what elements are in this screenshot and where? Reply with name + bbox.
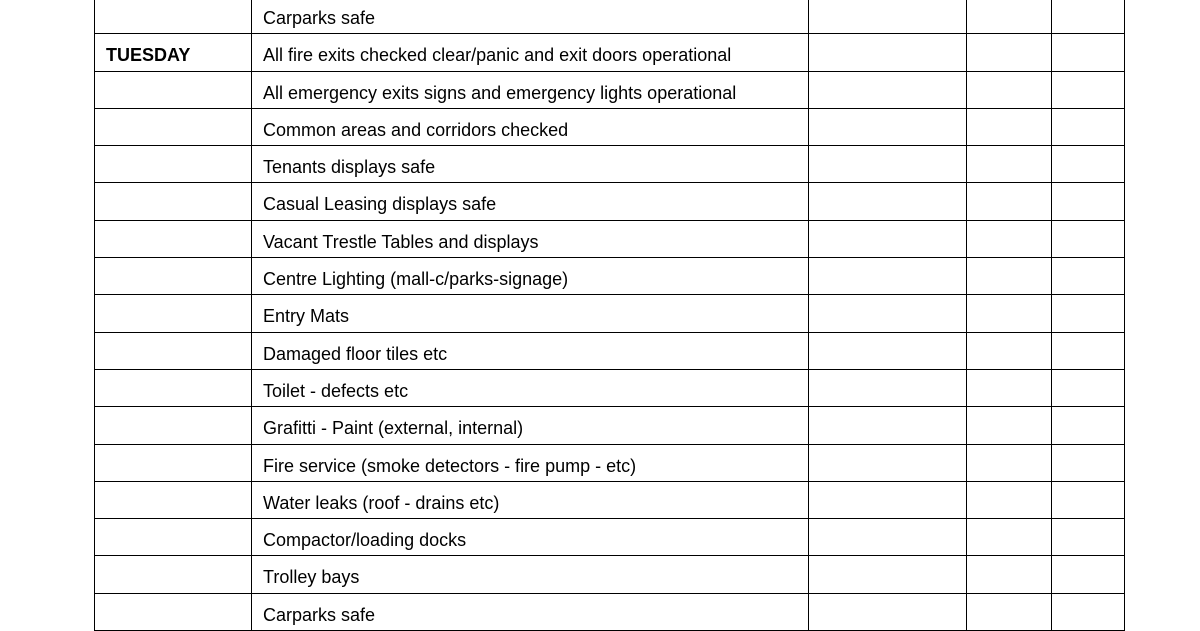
check-cell-a[interactable]: [809, 146, 967, 183]
task-label: Carparks safe: [263, 604, 376, 625]
task-label: Carparks safe: [263, 8, 376, 28]
check-cell-c[interactable]: [1052, 444, 1125, 481]
day-label: [95, 109, 251, 120]
table-row: [95, 369, 1125, 406]
day-cell: [95, 444, 252, 481]
check-cell-c[interactable]: [1052, 71, 1125, 108]
day-label: [95, 146, 251, 157]
check-cell-a[interactable]: [809, 556, 967, 593]
task-label: All fire exits checked clear/panic and exit doors operational: [263, 45, 732, 66]
check-cell-c[interactable]: [1052, 108, 1125, 145]
task-cell: [252, 108, 809, 145]
task-label: Water leaks (roof - drains etc): [263, 492, 500, 513]
day-cell: [95, 183, 252, 220]
task-label: Grafitti - Paint (external, internal): [263, 418, 524, 439]
check-cell-b[interactable]: [967, 593, 1052, 630]
table-row: [95, 407, 1125, 444]
task-label: Fire service (smoke detectors - fire pump - etc): [263, 455, 637, 476]
day-cell: [95, 34, 252, 71]
table-row: [95, 34, 1125, 71]
check-cell-c[interactable]: [1052, 407, 1125, 444]
check-cell-a[interactable]: [809, 407, 967, 444]
check-cell-b[interactable]: [967, 220, 1052, 257]
task-label: Casual Leasing displays safe: [263, 194, 497, 215]
check-cell-a[interactable]: [809, 295, 967, 332]
check-cell-c[interactable]: [1052, 258, 1125, 295]
task-label: Toilet - defects etc: [263, 380, 409, 401]
day-cell: [95, 407, 252, 444]
day-label: [95, 482, 251, 493]
task-cell: [252, 407, 809, 444]
check-cell-a[interactable]: [809, 220, 967, 257]
task-cell: [252, 146, 809, 183]
task-cell: [252, 258, 809, 295]
day-cell: [95, 332, 252, 369]
table-row: [95, 593, 1125, 630]
day-label: [95, 594, 251, 605]
task-label: Vacant Trestle Tables and displays: [263, 231, 539, 252]
check-cell-a[interactable]: [809, 258, 967, 295]
task-label: Damaged floor tiles etc: [263, 343, 448, 364]
task-label: Trolley bays: [263, 567, 360, 588]
check-cell-a[interactable]: [809, 481, 967, 518]
table-row: [95, 481, 1125, 518]
day-label: [95, 221, 251, 232]
check-cell-c[interactable]: [1052, 332, 1125, 369]
check-cell-a[interactable]: [809, 71, 967, 108]
check-cell-a[interactable]: [809, 108, 967, 145]
day-label: TUESDAY: [106, 45, 191, 66]
table-row: [95, 295, 1125, 332]
check-cell-a[interactable]: [809, 332, 967, 369]
day-label: [95, 370, 251, 381]
check-cell-c[interactable]: [1052, 34, 1125, 71]
table-row: [95, 258, 1125, 295]
task-cell: [252, 444, 809, 481]
check-cell-a[interactable]: [809, 34, 967, 71]
day-cell: [95, 481, 252, 518]
day-cell: [95, 556, 252, 593]
day-label: [95, 556, 251, 567]
table-row: [95, 0, 1125, 34]
day-cell: [95, 108, 252, 145]
check-cell-b[interactable]: [967, 332, 1052, 369]
table-row: [95, 556, 1125, 593]
check-cell-a[interactable]: [809, 593, 967, 630]
check-cell-b[interactable]: [967, 183, 1052, 220]
day-label: [95, 183, 251, 194]
day-cell: [95, 258, 252, 295]
task-label: Centre Lighting (mall-c/parks-signage): [263, 269, 569, 290]
check-cell-b[interactable]: [967, 519, 1052, 556]
check-cell-a[interactable]: [809, 369, 967, 406]
check-cell-a[interactable]: [809, 519, 967, 556]
check-cell-b[interactable]: [967, 146, 1052, 183]
check-cell-b[interactable]: [967, 71, 1052, 108]
task-cell: [252, 295, 809, 332]
day-label: [95, 407, 251, 418]
task-label: Compactor/loading docks: [263, 530, 467, 551]
check-cell-a[interactable]: [809, 183, 967, 220]
day-label: [95, 72, 251, 83]
check-cell-b[interactable]: [967, 444, 1052, 481]
check-cell-c[interactable]: [1052, 593, 1125, 630]
task-cell: [252, 369, 809, 406]
check-cell-b[interactable]: [967, 0, 1052, 34]
day-cell: [95, 71, 252, 108]
check-cell-a[interactable]: [809, 0, 967, 34]
day-cell: [95, 593, 252, 630]
check-cell-b[interactable]: [967, 34, 1052, 71]
check-cell-b[interactable]: [967, 481, 1052, 518]
task-label: All emergency exits signs and emergency lights operational: [263, 82, 737, 103]
day-cell: [95, 295, 252, 332]
day-cell: [95, 220, 252, 257]
table-row: [95, 220, 1125, 257]
check-cell-a[interactable]: [809, 444, 967, 481]
table-row: [95, 183, 1125, 220]
check-cell-b[interactable]: [967, 369, 1052, 406]
task-cell: [252, 34, 809, 71]
task-label: Common areas and corridors checked: [263, 119, 569, 140]
task-cell: [252, 0, 809, 34]
check-cell-c[interactable]: [1052, 481, 1125, 518]
task-cell: [252, 332, 809, 369]
day-label: [95, 519, 251, 530]
check-cell-c[interactable]: [1052, 146, 1125, 183]
check-cell-b[interactable]: [967, 258, 1052, 295]
day-cell: [95, 519, 252, 556]
task-cell: [252, 183, 809, 220]
table-row: [95, 444, 1125, 481]
check-cell-b[interactable]: [967, 407, 1052, 444]
day-cell: [95, 146, 252, 183]
task-label: Entry Mats: [263, 306, 350, 327]
table-row: [95, 519, 1125, 556]
task-cell: [252, 71, 809, 108]
day-label: [95, 333, 251, 344]
table-row: [95, 146, 1125, 183]
day-label: [95, 0, 251, 8]
table-row: [95, 108, 1125, 145]
task-cell: [252, 220, 809, 257]
day-label: [95, 445, 251, 456]
day-cell: [95, 0, 252, 34]
table-row: [95, 332, 1125, 369]
checklist-body: [95, 0, 1125, 631]
task-cell: [252, 481, 809, 518]
check-cell-c[interactable]: [1052, 295, 1125, 332]
check-cell-c[interactable]: [1052, 556, 1125, 593]
day-label: [95, 295, 251, 306]
day-label: [95, 258, 251, 269]
check-cell-b[interactable]: [967, 295, 1052, 332]
check-cell-c[interactable]: [1052, 369, 1125, 406]
check-cell-b[interactable]: [967, 108, 1052, 145]
check-cell-b[interactable]: [967, 556, 1052, 593]
task-cell: [252, 519, 809, 556]
task-label: Tenants displays safe: [263, 157, 436, 178]
checklist-table: [94, 0, 1125, 631]
check-cell-c[interactable]: [1052, 220, 1125, 257]
day-cell: [95, 369, 252, 406]
task-cell: [252, 593, 809, 630]
table-row: [95, 71, 1125, 108]
check-cell-c[interactable]: [1052, 183, 1125, 220]
task-cell: [252, 556, 809, 593]
check-cell-c[interactable]: [1052, 519, 1125, 556]
check-cell-c[interactable]: [1052, 0, 1125, 34]
